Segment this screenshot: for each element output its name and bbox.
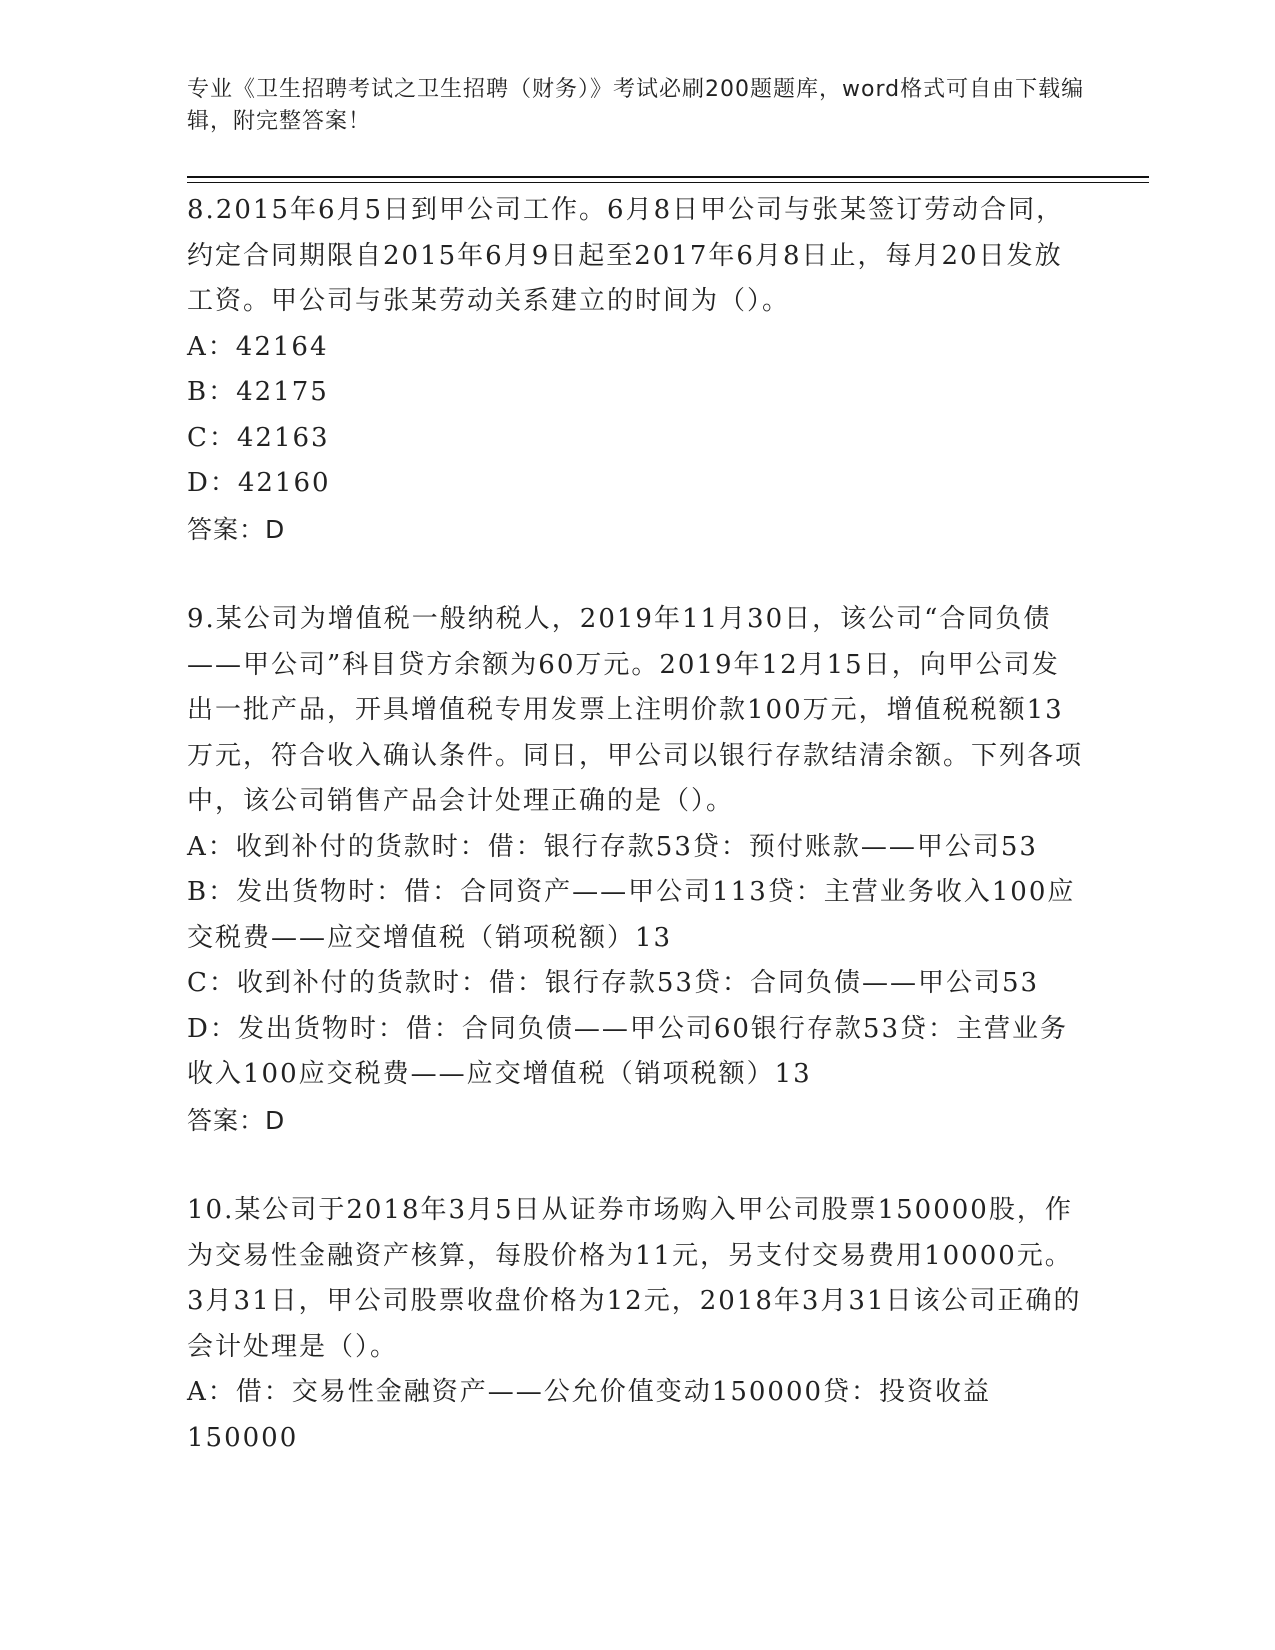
option-a: A：42164 — [187, 331, 329, 362]
option-a: A：借：交易性金融资产——公允价值变动150000贷：投资收益150000 — [187, 1377, 992, 1453]
option-b: B：42175 — [187, 377, 329, 407]
option-a: A：收到补付的货款时：借：银行存款53贷：预付账款——甲公司53 — [187, 831, 1038, 862]
answer: 答案：D — [187, 1105, 286, 1135]
document-header: 专业《卫生招聘考试之卫生招聘（财务）》考试必刷200题题库，word格式可自由下载编辑，附完整答案！ — [187, 77, 1085, 134]
question-9 — [187, 597, 1087, 1143]
option-c: C：收到补付的货款时：借：银行存款53贷：合同负债——甲公司53 — [187, 968, 1040, 998]
option-c: C：42163 — [187, 422, 330, 453]
option-d: D：发出货物时：借：合同负债——甲公司60银行存款53贷：主营业务收入100应交税费——应交增值税（销项税额）13 — [187, 1013, 1069, 1089]
question-list — [187, 188, 1087, 1506]
question-8 — [187, 188, 1087, 552]
header-divider-thick — [187, 176, 1149, 178]
option-b: B：发出货物时：借：合同资产——甲公司113贷：主营业务收入100应交税费——应交增值税（销项税额）13 — [187, 877, 1076, 953]
question-text: 10.某公司于2018年3月5日从证券市场购入甲公司股票150000股，作为交易性金融资产核算，每股价格为11元，另支付交易费用10000元。3月31日，甲公司股票收盘价格为12元，2018年3月31日该公司正确的会计处理是（）。 — [187, 1195, 1082, 1362]
answer: 答案：D — [187, 514, 286, 544]
header-divider-thin — [187, 182, 1149, 183]
question-10 — [187, 1188, 1087, 1461]
option-d: D：42160 — [187, 468, 331, 498]
question-text: 8.2015年6月5日到甲公司工作。6月8日甲公司与张某签订劳动合同，约定合同期限自2015年6月9日起至2017年6月8日止，每月20日发放工资。甲公司与张某劳动关系建立的时间为（）。 — [187, 195, 1065, 316]
question-text: 9.某公司为增值税一般纳税人，2019年11月30日，该公司“合同负债——甲公司”科目贷方余额为60万元。2019年12月15日，向甲公司发出一批产品，开具增值税专用发票上注明价款100万元，增值税税额13万元，符合收入确认条件。同日，甲公司以银行存款结清余额。下列各项中，该公司销售产品会计处理正确的是（）。 — [187, 604, 1084, 816]
